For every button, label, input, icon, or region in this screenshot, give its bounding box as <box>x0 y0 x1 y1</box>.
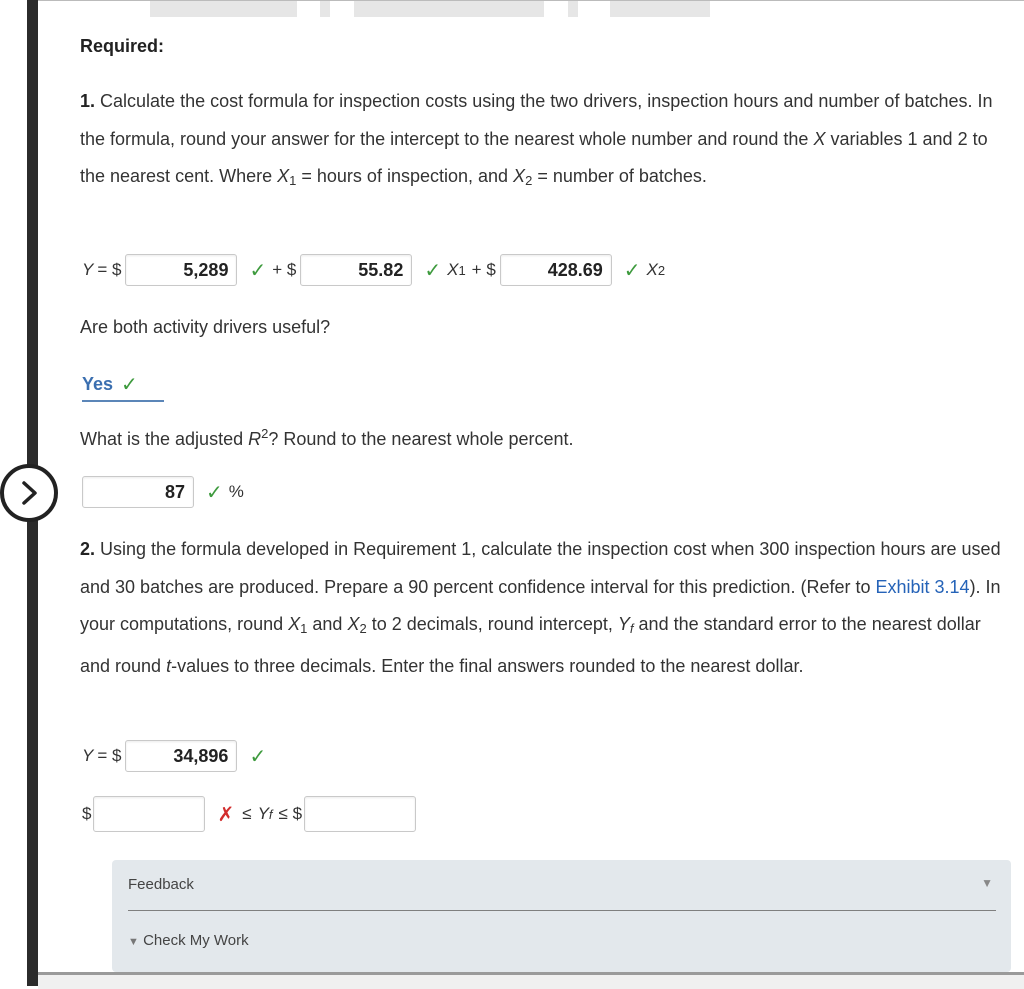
question-number: 2. <box>80 539 96 559</box>
drivers-question: Are both activity drivers useful? <box>80 317 331 337</box>
feedback-label: Feedback <box>128 876 194 893</box>
question-1-text: 1. Calculate the cost formula for inspection costs using the two drivers, inspection hours and number of batches. In the formula, round your answer for the intercept to the nearest whole number and round the X variables 1 and 2 to the nearest cent. Where $X_1$ = hours of inspection, and $X_2$ = number of batches. <box>80 91 993 188</box>
x2-coefficient-input[interactable]: 428.69 <box>500 254 612 286</box>
feedback-panel <box>112 860 1011 972</box>
top-table-cell <box>354 1 544 17</box>
confidence-interval-row: $ ✗ ≤ Y f ≤ $ <box>82 796 416 832</box>
check-mark-icon: ✓ <box>424 259 442 282</box>
check-mark-icon: ✓ <box>623 259 641 282</box>
top-table-cell <box>320 1 330 17</box>
triangle-down-icon: ▼ <box>128 936 139 948</box>
top-table-cell <box>568 1 578 17</box>
ci-lower-input[interactable] <box>93 796 205 832</box>
collapse-triangle-icon[interactable]: ▼ <box>981 876 993 890</box>
ci-upper-input[interactable] <box>304 796 416 832</box>
required-heading: Required: <box>80 36 165 56</box>
top-table-cell <box>610 1 710 17</box>
y-label: Y <box>82 260 94 279</box>
divider <box>128 910 996 911</box>
check-my-work-toggle[interactable]: ▼ Check My Work <box>128 932 249 949</box>
bottom-scrollbar <box>38 972 1024 989</box>
check-mark-icon: ✓ <box>249 745 267 768</box>
cost-formula-row: Y = $ 5,289 ✓ + $ 55.82 ✓ X 1 + $ 428.69 ✓ X 2 <box>82 254 665 286</box>
adjusted-r2-input[interactable]: 87 <box>82 476 194 508</box>
question-2-text: 2. Using the formula developed in Requirement 1, calculate the inspection cost when 300 inspection hours are used and 30 batches are produced. Prepare a 90 percent confidence interval for this prediction. (Refer to Exhibit 3.14). In your computations, round $X_1$ and $X_2$ to 2 decimals, round intercept, $Y_f$ and the standard error to the nearest dollar and round t-values to three decimals. Enter the final answers rounded to the nearest dollar. <box>80 539 1001 676</box>
check-mark-icon: ✓ <box>249 259 267 282</box>
check-mark-icon: ✓ <box>206 481 223 504</box>
expand-panel-button[interactable] <box>0 464 58 522</box>
exhibit-link[interactable]: Exhibit 3.14 <box>875 576 970 597</box>
intercept-input[interactable]: 5,289 <box>125 254 237 286</box>
prediction-row: Y = $ 34,896 ✓ <box>82 740 272 772</box>
question-number: 1. <box>80 91 96 111</box>
top-table-cell <box>150 1 297 17</box>
check-mark-icon: ✓ <box>121 373 138 396</box>
drivers-answer-select[interactable]: Yes ✓ <box>82 368 164 402</box>
adjusted-r2-question: What is the adjusted $R^2$? Round to the nearest whole percent. <box>80 426 574 449</box>
adjusted-r2-row: 87 ✓ % <box>82 476 244 508</box>
x1-coefficient-input[interactable]: 55.82 <box>300 254 412 286</box>
chevron-right-icon <box>16 480 42 506</box>
predicted-cost-input[interactable]: 34,896 <box>125 740 237 772</box>
x-mark-icon: ✗ <box>217 803 235 826</box>
